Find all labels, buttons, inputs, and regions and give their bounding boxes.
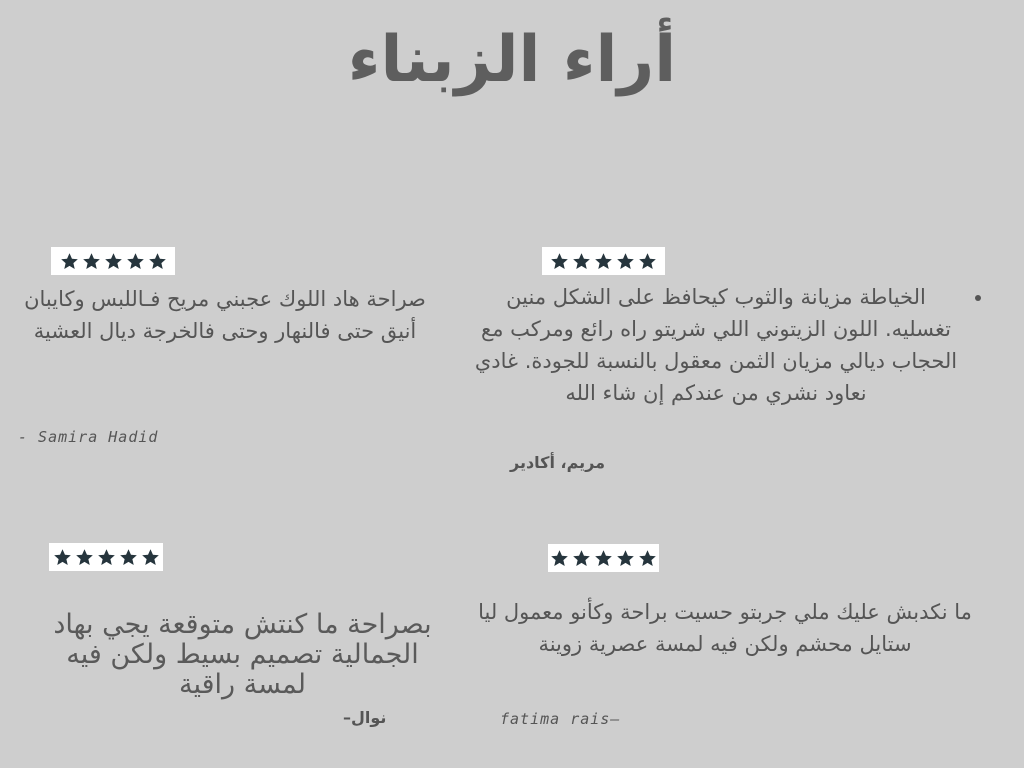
review-text: • الخياطة مزيانة والثوب كيحافظ على الشكل منين تغسليه. اللون الزيتوني اللي شريتو راه رائع ومركب مع الحجاب ديالي مزيان الثمن معقول بالنسبة للجودة. غادي نعاود نشري من عندكم إن شاء الله <box>470 281 962 409</box>
page-title: أراء الزبناء <box>347 23 677 97</box>
star-icon <box>572 252 591 271</box>
star-icon <box>572 549 591 568</box>
star-icon <box>148 252 167 271</box>
star-icon <box>550 549 569 568</box>
star-rating <box>51 247 175 275</box>
star-icon <box>550 252 569 271</box>
star-icon <box>82 252 101 271</box>
star-icon <box>616 252 635 271</box>
star-rating <box>49 543 163 571</box>
review-author: fatima rais– <box>500 710 621 728</box>
review-author: - Samira Hadid <box>18 428 159 446</box>
star-icon <box>53 548 72 567</box>
star-icon <box>119 548 138 567</box>
review-text: ما نكدبش عليك ملي جربتو حسيت براحة وكأنو معمول ليا ستايل محشم ولكن فيه لمسة عصرية زوينة <box>478 600 972 656</box>
review-text: صراحة هاد اللوك عجبني مريح فـاللبس وكايبان أنيق حتى فالنهار وحتى فالخرجة ديال العشية <box>24 287 426 343</box>
review-text: بصراحة ما كنتش متوقعة يجي بهاد الجمالية تصميم بسيط ولكن فيه لمسة راقية <box>53 609 432 700</box>
star-icon <box>141 548 160 567</box>
review-author: مريم، أكادير <box>510 453 606 472</box>
star-rating <box>542 247 665 275</box>
review-author: نوال– <box>343 708 387 727</box>
star-icon <box>638 549 657 568</box>
star-icon <box>638 252 657 271</box>
star-icon <box>104 252 123 271</box>
star-rating <box>548 544 659 572</box>
star-icon <box>126 252 145 271</box>
star-icon <box>616 549 635 568</box>
star-icon <box>60 252 79 271</box>
star-icon <box>75 548 94 567</box>
star-icon <box>97 548 116 567</box>
star-icon <box>594 252 613 271</box>
review-text-block <box>470 281 980 409</box>
star-icon <box>594 549 613 568</box>
